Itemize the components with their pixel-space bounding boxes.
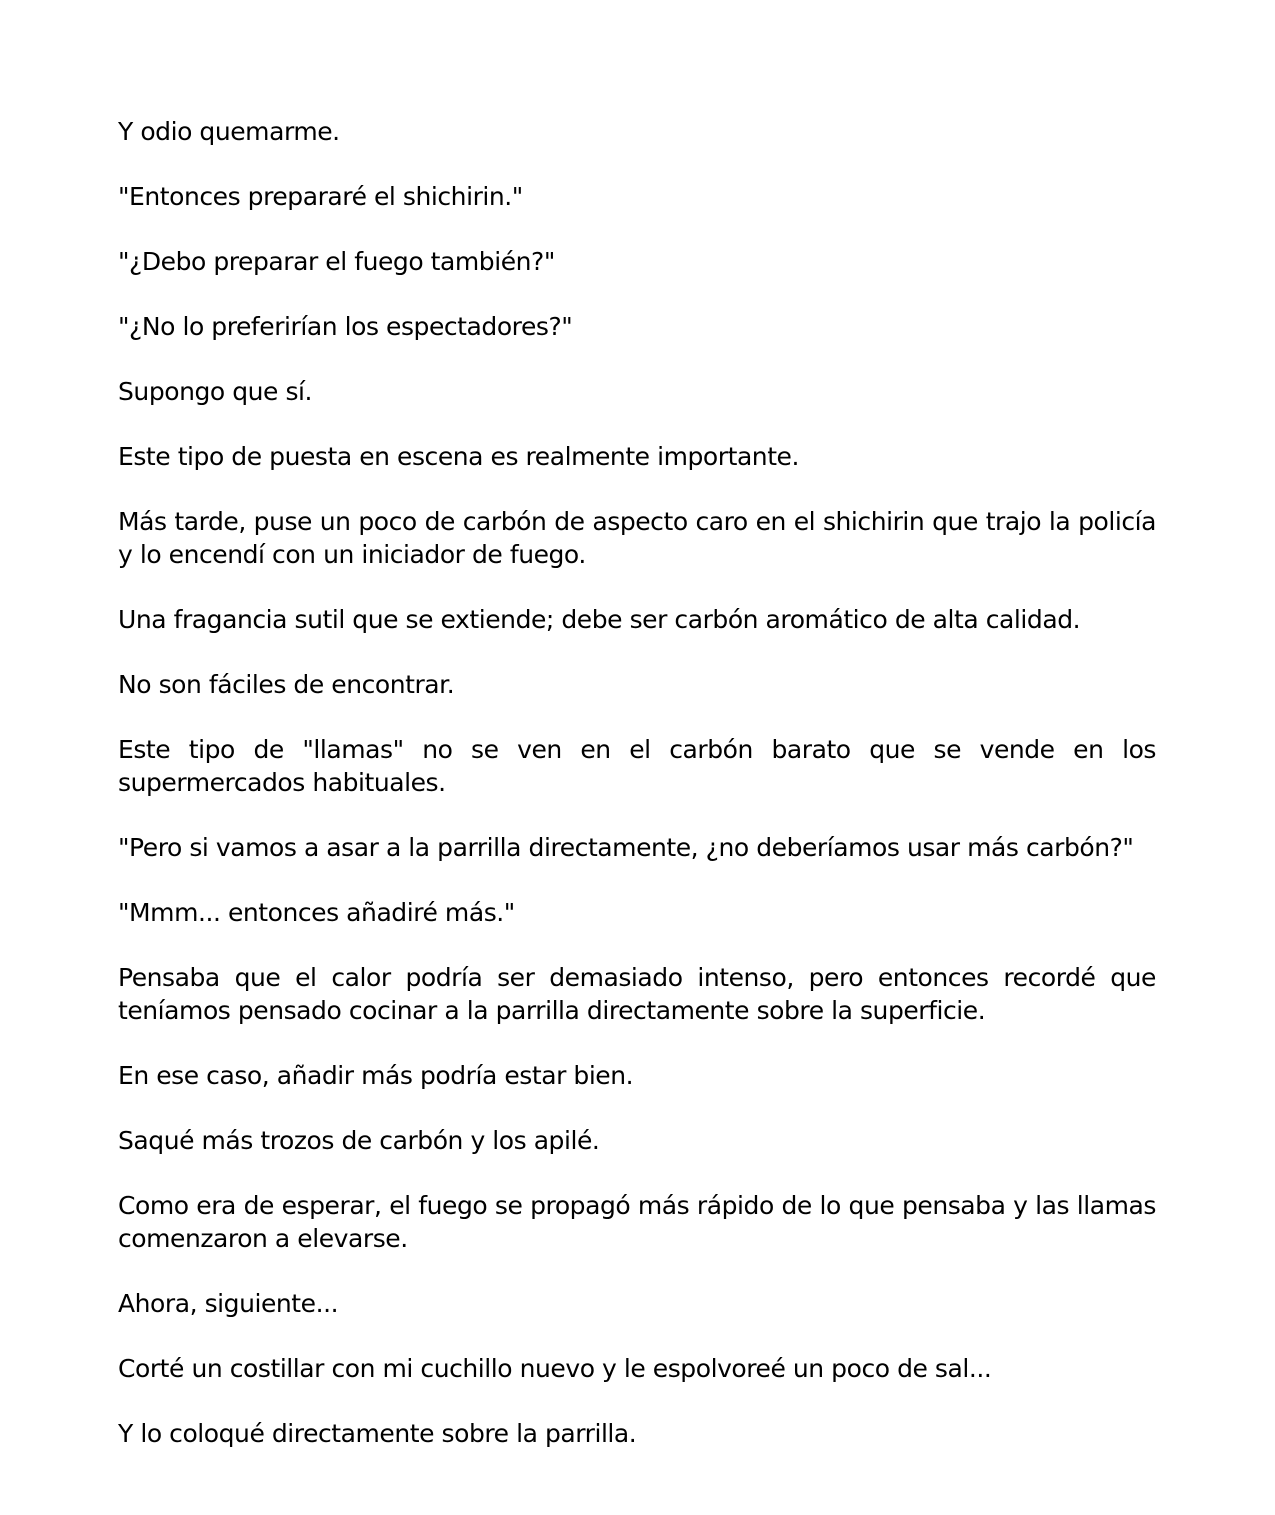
paragraph: Corté un costillar con mi cuchillo nuevo y le espolvoreé un poco de sal... [118,1354,992,1383]
paragraph: Saqué más trozos de carbón y los apilé. [118,1126,600,1155]
paragraph: Pensaba que el calor podría ser demasiado intenso, pero entonces recordé que teníamos pensado cocinar a la parrilla directamente sobre la superficie. [118,963,1156,1025]
paragraph: "Entonces prepararé el shichirin." [118,182,523,211]
paragraph: Y lo coloqué directamente sobre la parrilla. [118,1419,637,1448]
paragraph: "¿Debo preparar el fuego también?" [118,247,555,276]
paragraph: Como era de esperar, el fuego se propagó más rápido de lo que pensaba y las llamas comenzaron a elevarse. [118,1191,1156,1253]
paragraph: "¿No lo preferirían los espectadores?" [118,312,573,341]
paragraph: Supongo que sí. [118,377,313,406]
paragraph: "Mmm... entonces añadiré más." [118,898,515,927]
paragraph: Una fragancia sutil que se extiende; debe ser carbón aromático de alta calidad. [118,605,1081,634]
paragraph: Este tipo de puesta en escena es realmente importante. [118,442,799,471]
paragraph: Y odio quemarme. [118,117,340,146]
paragraph: Ahora, siguiente... [118,1289,339,1318]
paragraph: En ese caso, añadir más podría estar bien. [118,1061,634,1090]
paragraph: "Pero si vamos a asar a la parrilla directamente, ¿no deberíamos usar más carbón?" [118,833,1134,862]
paragraph: Más tarde, puse un poco de carbón de aspecto caro en el shichirin que trajo la policía y lo encendí con un iniciador de fuego. [118,507,1156,569]
document-text-body [118,115,1156,1482]
paragraph: No son fáciles de encontrar. [118,670,455,699]
paragraph: Este tipo de "llamas" no se ven en el carbón barato que se vende en los supermercados habituales. [118,735,1156,797]
